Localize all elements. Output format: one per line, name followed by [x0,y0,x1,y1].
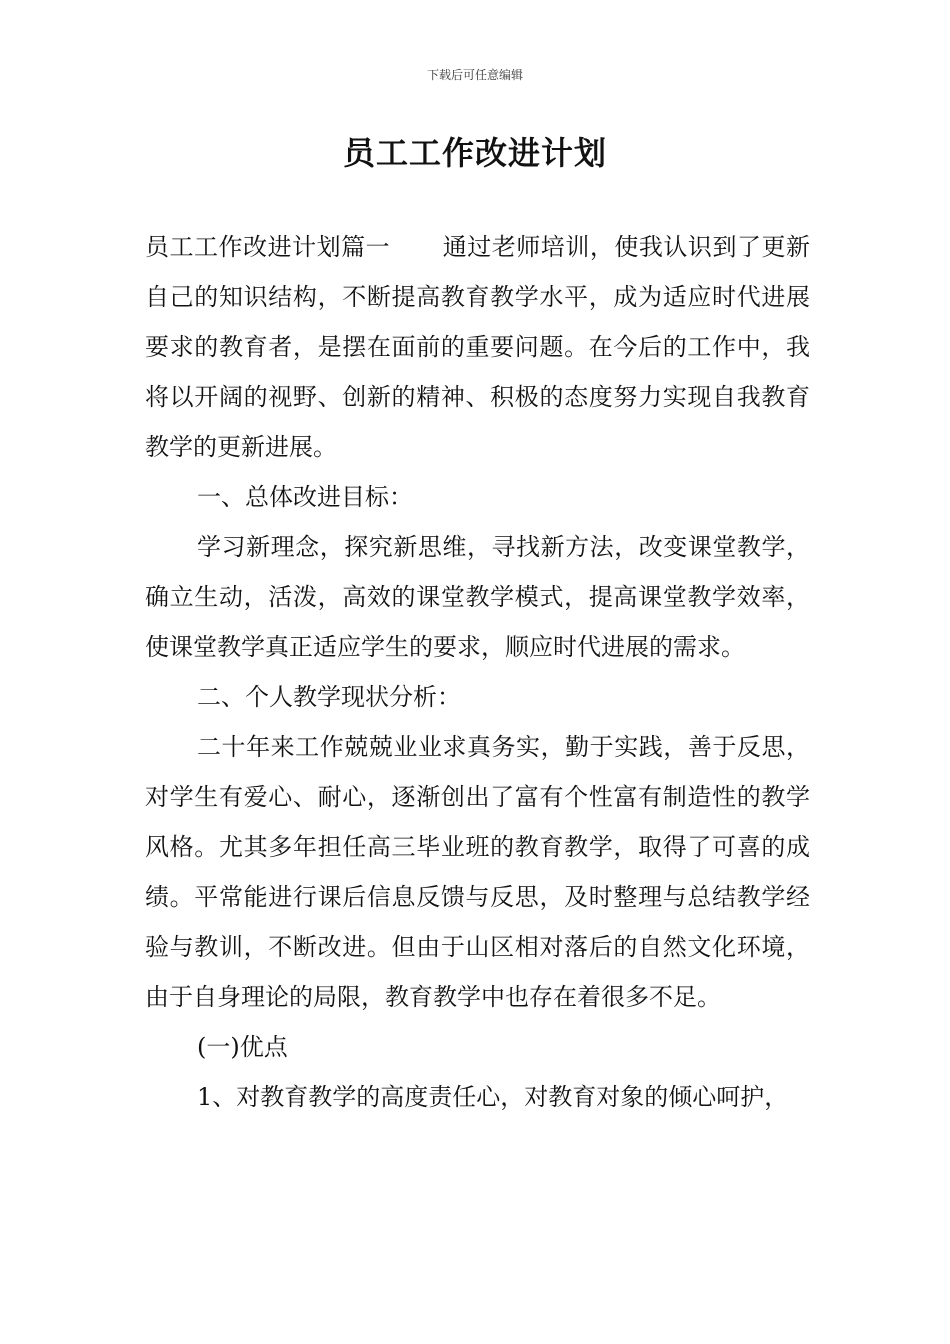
paragraph-strength-1: 1、对教育教学的高度责任心，对教育对象的倾心呵护， [197,1083,789,1111]
document-body [145,222,810,1122]
intro-text: 通过老师培训，使我认识到了更新自己的知识结构，不断提高教育教学水平，成为适应时代进展要求的教育者，是摆在面前的重要问题。在今后的工作中，我将以开阔的视野、创新的精神、积极的态度努力实现自我教育教学的更新进展。 [145,233,811,461]
paragraph-goals: 学习新理念，探究新思维，寻找新方法，改变课堂教学，确立生动，活泼，高效的课堂教学模式，提高课堂教学效率，使课堂教学真正适应学生的要求，顺应时代进展的需求。 [145,533,810,661]
paragraph-analysis: 二十年来工作兢兢业业求真务实，勤于实践，善于反思，对学生有爱心、耐心，逐渐创出了富有个性富有制造性的教学风格。尤其多年担任高三毕业班的教育教学，取得了可喜的成绩。平常能进行课后信息反馈与反思，及时整理与总结教学经验与教训，不断改进。但由于山区相对落后的自然文化环境，由于自身理论的局限，教育教学中也存在着很多不足。 [145,733,810,1011]
intro-paragraph [145,222,810,472]
subheading-strengths: (一)优点 [197,1033,288,1061]
header-note: 下载后可任意编辑 [426,68,523,82]
section-heading-analysis: 二、个人教学现状分析： [197,683,461,711]
section-heading-goals: 一、总体改进目标： [197,483,413,511]
document-title: 员工工作改进计划 [342,134,607,172]
intro-prefix: 员工工作改进计划篇一 [145,233,391,261]
